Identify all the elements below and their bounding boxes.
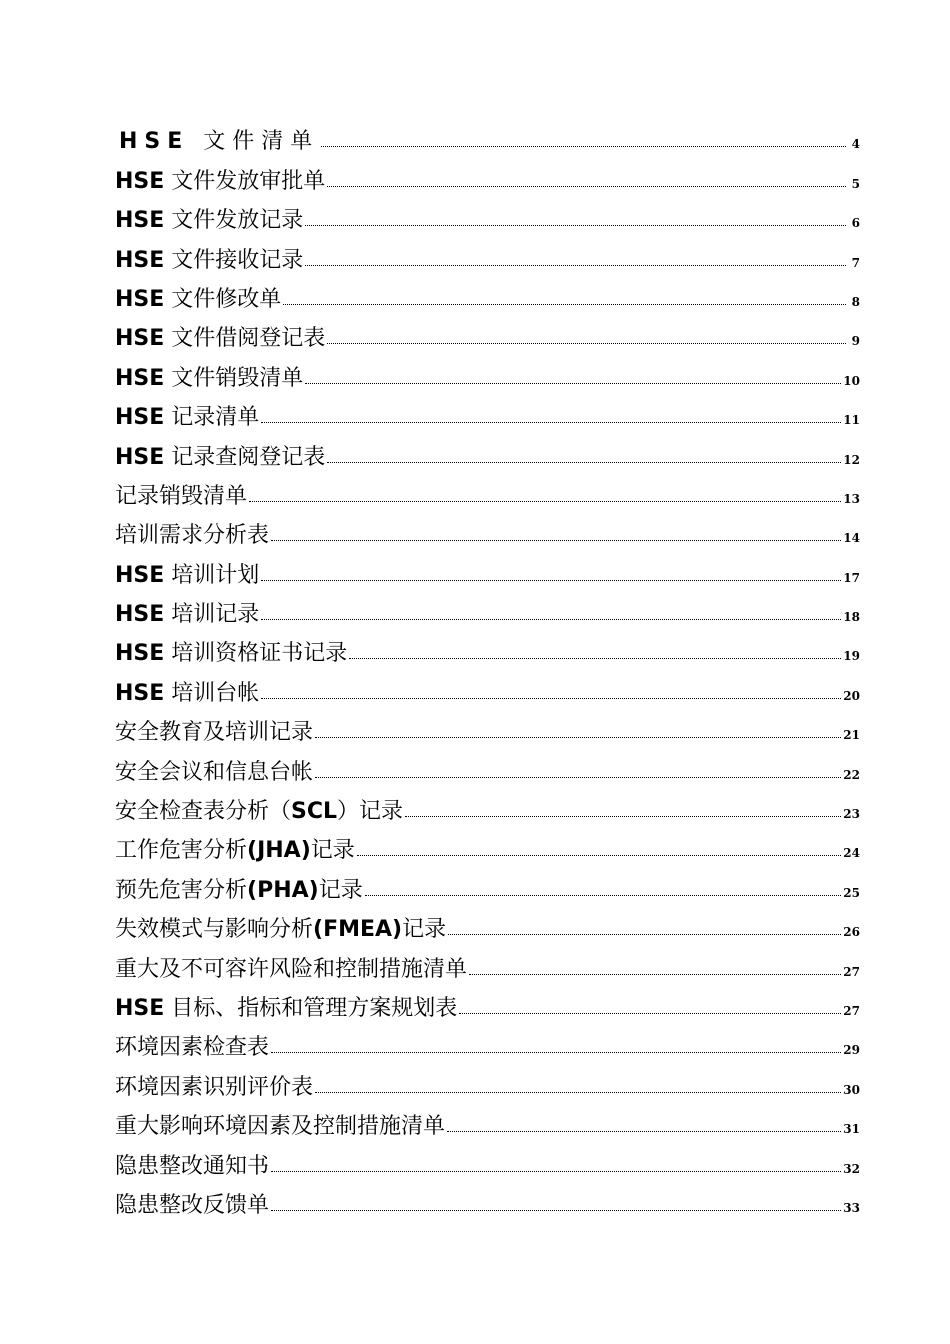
toc-entry-title [115, 919, 446, 945]
toc-entry-text: 培训台帐 [171, 680, 260, 706]
toc-entry-text: 文件接收记录 [171, 247, 304, 273]
toc-page-number: 14 [843, 531, 860, 546]
toc-entry-title [115, 1074, 314, 1103]
toc-entry[interactable] [115, 1063, 860, 1102]
toc-page-number: 10 [843, 373, 860, 388]
toc-entry-text: 隐患整改反馈单 [115, 1192, 270, 1218]
toc-page-number: 4 [851, 137, 860, 152]
toc-entry-suffix: 记录 [402, 917, 447, 943]
toc-entry-text: 安全检查表分析（ [115, 799, 292, 825]
toc-entry-title [115, 680, 260, 709]
toc-entry-prefix: HSE [115, 562, 165, 588]
toc-entry-text: 记录销毁清单 [115, 483, 248, 509]
dot-leader [283, 304, 846, 305]
toc-entry[interactable] [115, 788, 860, 827]
toc-page-number: 27 [843, 964, 860, 979]
toc-entry-text: 文件借阅登记表 [171, 326, 326, 352]
toc-entry[interactable] [115, 197, 860, 236]
toc-page-number: 7 [851, 255, 860, 270]
dot-leader [305, 265, 846, 266]
toc-entry-title [115, 286, 282, 315]
toc-entry-title [115, 877, 363, 906]
toc-entry-text: 记录查阅登记表 [171, 444, 326, 470]
toc-page-number: 12 [843, 452, 860, 467]
dot-leader [305, 383, 841, 384]
toc-entry-prefix: HSE [115, 365, 165, 391]
toc-entry-text: 文件销毁清单 [171, 365, 304, 391]
toc-entry-title [115, 995, 458, 1024]
toc-entry-suffix: 记录 [310, 838, 355, 864]
dot-leader [447, 1131, 841, 1132]
toc-entry-title [115, 643, 347, 669]
toc-entry[interactable] [115, 354, 860, 393]
toc-entry-text: 预先危害分析 [115, 877, 248, 903]
dot-leader [261, 619, 841, 620]
toc-entry[interactable] [115, 748, 860, 787]
dot-leader [271, 1052, 841, 1053]
toc-entry[interactable] [115, 315, 860, 354]
toc-page-number: 13 [843, 491, 860, 506]
toc-entry-title [115, 759, 314, 788]
toc-page-number: 24 [843, 846, 860, 861]
toc-entry-prefix: HSE [115, 444, 165, 470]
toc-entry[interactable] [115, 157, 860, 196]
toc-entry-title [115, 483, 248, 512]
toc-page-number: 18 [843, 610, 860, 625]
dot-leader [327, 186, 846, 187]
dot-leader [271, 1210, 841, 1211]
dot-leader [315, 777, 841, 778]
toc-entry-prefix: HSE [115, 247, 165, 273]
dot-leader [365, 895, 842, 896]
toc-entry-title [115, 1116, 445, 1142]
toc-entry-text: 重大影响环境因素及控制措施清单 [115, 1114, 446, 1140]
toc-entry-title [115, 722, 313, 748]
toc-entry-title [115, 1153, 270, 1182]
toc-entry-title [115, 131, 319, 157]
dot-leader [327, 462, 841, 463]
dot-leader [349, 658, 841, 659]
toc-entry-title [115, 210, 303, 236]
toc-entry-text: 培训资格证书记录 [171, 641, 348, 667]
toc-entry-text: 文件发放记录 [171, 208, 304, 234]
toc-entry-text: 文件发放审批单 [171, 168, 326, 194]
toc-entry-code: (JHA) [247, 838, 311, 864]
toc-entry[interactable] [115, 630, 860, 669]
toc-entry-text: 工作危害分析 [115, 838, 248, 864]
toc-page-number: 30 [843, 1082, 860, 1097]
toc-entry-code: (FMEA) [313, 917, 403, 943]
toc-entry[interactable] [115, 1142, 860, 1181]
toc-entry[interactable] [115, 985, 860, 1024]
toc-entry-title [115, 365, 304, 394]
toc-entry[interactable] [115, 473, 860, 512]
toc-entry-title [115, 956, 468, 985]
dot-leader [448, 934, 841, 935]
toc-page-number: 20 [843, 688, 860, 703]
toc-page-number: 21 [843, 728, 860, 743]
toc-entry-title [115, 604, 259, 630]
dot-leader [357, 855, 842, 856]
toc-entry-title [115, 1192, 270, 1221]
dot-leader [459, 1013, 841, 1014]
toc-entry[interactable] [115, 709, 860, 748]
dot-leader [249, 501, 841, 502]
toc-entry-text: 培训计划 [171, 562, 260, 588]
toc-entry-suffix: 记录 [318, 877, 363, 903]
toc-entry[interactable] [115, 866, 860, 905]
toc-page-number: 31 [843, 1122, 860, 1137]
dot-leader [271, 1171, 841, 1172]
toc-page-number: 5 [851, 176, 860, 191]
toc-entry-title [115, 328, 325, 354]
toc-entry-text: 环境因素识别评价表 [115, 1074, 314, 1100]
dot-leader [321, 146, 846, 147]
toc-entry-text: 文件清单 [203, 129, 320, 155]
toc-entry-prefix: HSE [115, 208, 165, 234]
dot-leader [469, 974, 841, 975]
toc-entry[interactable] [115, 906, 860, 945]
toc-page-number: 11 [843, 413, 860, 428]
toc-page-number: 29 [843, 1043, 860, 1058]
toc-entry-text: 安全会议和信息台帐 [115, 759, 314, 785]
toc-entry[interactable] [115, 236, 860, 275]
toc-entry-title [115, 168, 326, 197]
toc-page-number: 17 [843, 570, 860, 585]
toc-entry-title [115, 840, 355, 866]
toc-entry-title [115, 247, 304, 276]
table-of-contents [115, 118, 860, 1221]
toc-entry-title [115, 1037, 269, 1063]
toc-entry-prefix: HSE [115, 168, 165, 194]
dot-leader [315, 737, 841, 738]
toc-page-number: 6 [851, 216, 860, 231]
toc-page-number: 26 [843, 925, 860, 940]
toc-entry-prefix: HSE [115, 326, 165, 352]
toc-entry[interactable] [115, 1024, 860, 1063]
toc-page-number: 9 [851, 334, 860, 349]
toc-page-number: 8 [851, 294, 860, 309]
toc-entry-text: 目标、指标和管理方案规划表 [171, 995, 458, 1021]
toc-entry-prefix: HSE [115, 680, 165, 706]
dot-leader [261, 580, 841, 581]
toc-entry-text: 隐患整改通知书 [115, 1153, 270, 1179]
toc-entry-title [115, 525, 269, 551]
toc-entry[interactable] [115, 433, 860, 472]
dot-leader [261, 422, 841, 423]
toc-entry-text: 安全教育及培训记录 [115, 720, 314, 746]
dot-leader [327, 343, 846, 344]
toc-entry-title [115, 801, 403, 827]
toc-entry-text: 文件修改单 [171, 286, 282, 312]
toc-page-number: 25 [843, 885, 860, 900]
toc-entry-text: 重大及不可容许风险和控制措施清单 [115, 956, 468, 982]
toc-entry[interactable] [115, 118, 860, 157]
dot-leader [305, 225, 846, 226]
toc-page-number: 27 [843, 1003, 860, 1018]
toc-entry-text: 失效模式与影响分析 [115, 917, 314, 943]
toc-entry-prefix: HSE [115, 602, 165, 628]
toc-entry[interactable] [115, 945, 860, 984]
toc-entry-text: 环境因素检查表 [115, 1035, 270, 1061]
toc-page-number: 23 [843, 807, 860, 822]
toc-entry[interactable] [115, 512, 860, 551]
toc-entry-title [115, 444, 326, 473]
dot-leader [405, 816, 841, 817]
dot-leader [271, 540, 841, 541]
toc-page-number: 33 [843, 1200, 860, 1215]
toc-entry-title [115, 407, 259, 433]
toc-entry[interactable] [115, 1103, 860, 1142]
toc-entry-text: 培训记录 [171, 602, 260, 628]
toc-entry-prefix: HSE [119, 129, 190, 155]
toc-entry[interactable] [115, 276, 860, 315]
toc-page-number: 22 [843, 767, 860, 782]
toc-entry-prefix: HSE [115, 995, 165, 1021]
dot-leader [315, 1092, 841, 1093]
toc-entry-text: 培训需求分析表 [115, 523, 270, 549]
toc-entry[interactable] [115, 394, 860, 433]
toc-entry[interactable] [115, 1182, 860, 1221]
toc-entry-prefix: HSE [115, 286, 165, 312]
toc-page-number: 19 [843, 649, 860, 664]
dot-leader [261, 698, 841, 699]
toc-entry-suffix: ）记录 [337, 799, 404, 825]
toc-entry-prefix: HSE [115, 405, 165, 431]
toc-page-number: 32 [843, 1161, 860, 1176]
toc-entry-code: SCL [291, 799, 338, 825]
toc-entry[interactable] [115, 551, 860, 590]
toc-entry[interactable] [115, 827, 860, 866]
toc-entry-code: (PHA) [247, 877, 319, 903]
toc-entry-prefix: HSE [115, 641, 165, 667]
toc-entry[interactable] [115, 669, 860, 708]
toc-entry-text: 记录清单 [171, 405, 260, 431]
toc-entry-title [115, 562, 260, 591]
toc-entry[interactable] [115, 591, 860, 630]
